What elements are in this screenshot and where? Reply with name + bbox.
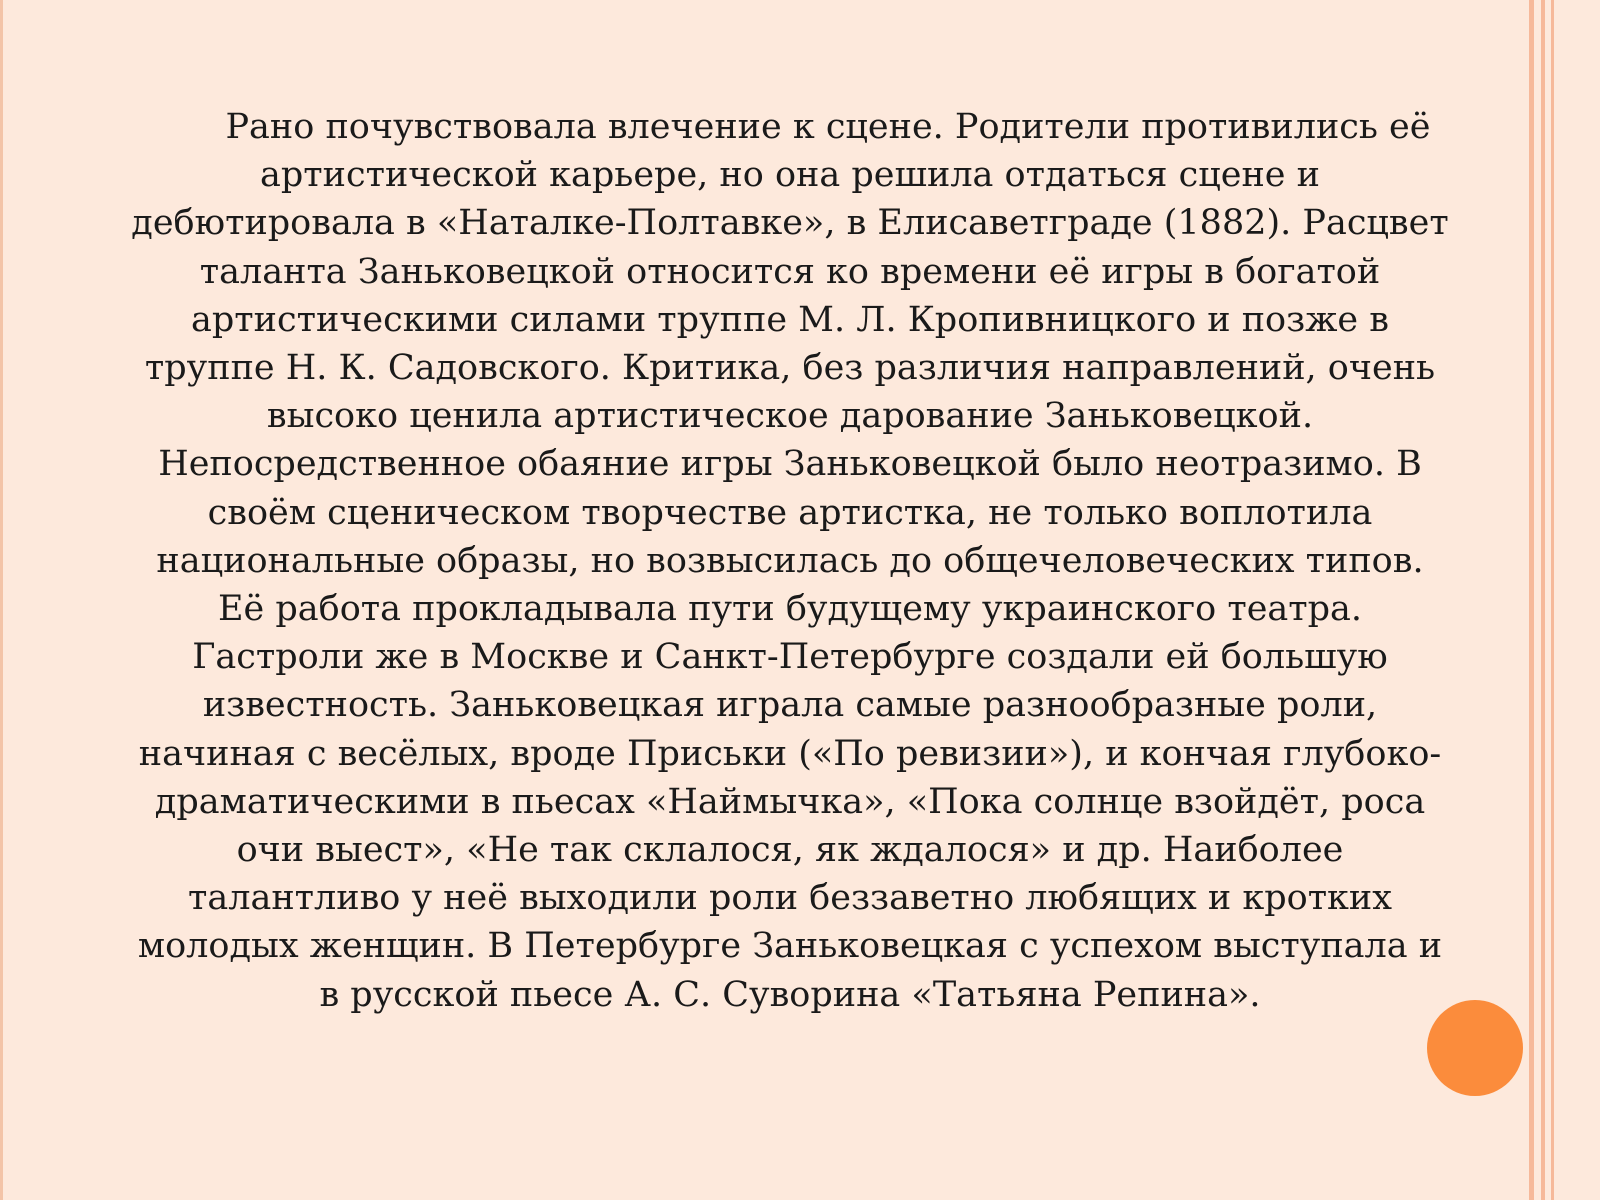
right-border-stripe-inner (1551, 0, 1600, 1200)
left-edge-line (0, 0, 3, 1200)
right-border-stripe-outer (1529, 0, 1534, 1200)
body-text: Рано почувствовала влечение к сцене. Родители противились её артистической карьере, но она решила отдаться сцене и дебютировала в «Наталке-Полтавке», в Елисаветграде (1882). Расцвет таланта Заньковецкой относится ко времени её игры в богатой артистическими силами труппе М. Л. Кропивницкого и позже в труппе Н. К. Садовского. Критика, без различия направлений, очень высоко ценила артистическое дарование Заньковецкой. Непосредственное обаяние игры Заньковецкой было неотразимо. В своём сценическом творчестве артистка, не только воплотила национальные образы, но возвысилась до общечеловеческих типов. Её работа прокладывала пути будущему украинского театра. Гастроли же в Москве и Санкт-Петербурге создали ей большую известность. Заньковецкая играла самые разнообразные роли, начиная с весёлых, вроде Приськи («По ревизии»), и кончая глубоко-драматическими в пьесах «Наймычка», «Пока солнце взойдёт, роса очи выест», «Не так склалося, як ждалося» и др. Наиболее талантливо у неё выходили роли беззаветно любящих и кротких молодых женщин. В Петербурге Заньковецкая с успехом выступала и в русской пьесе А. С. Суворина «Татьяна Репина». (131, 107, 1449, 1015)
decorative-orange-circle (1427, 1000, 1523, 1096)
right-border-stripe-middle (1541, 0, 1545, 1200)
body-text-paragraph (130, 103, 1450, 1019)
